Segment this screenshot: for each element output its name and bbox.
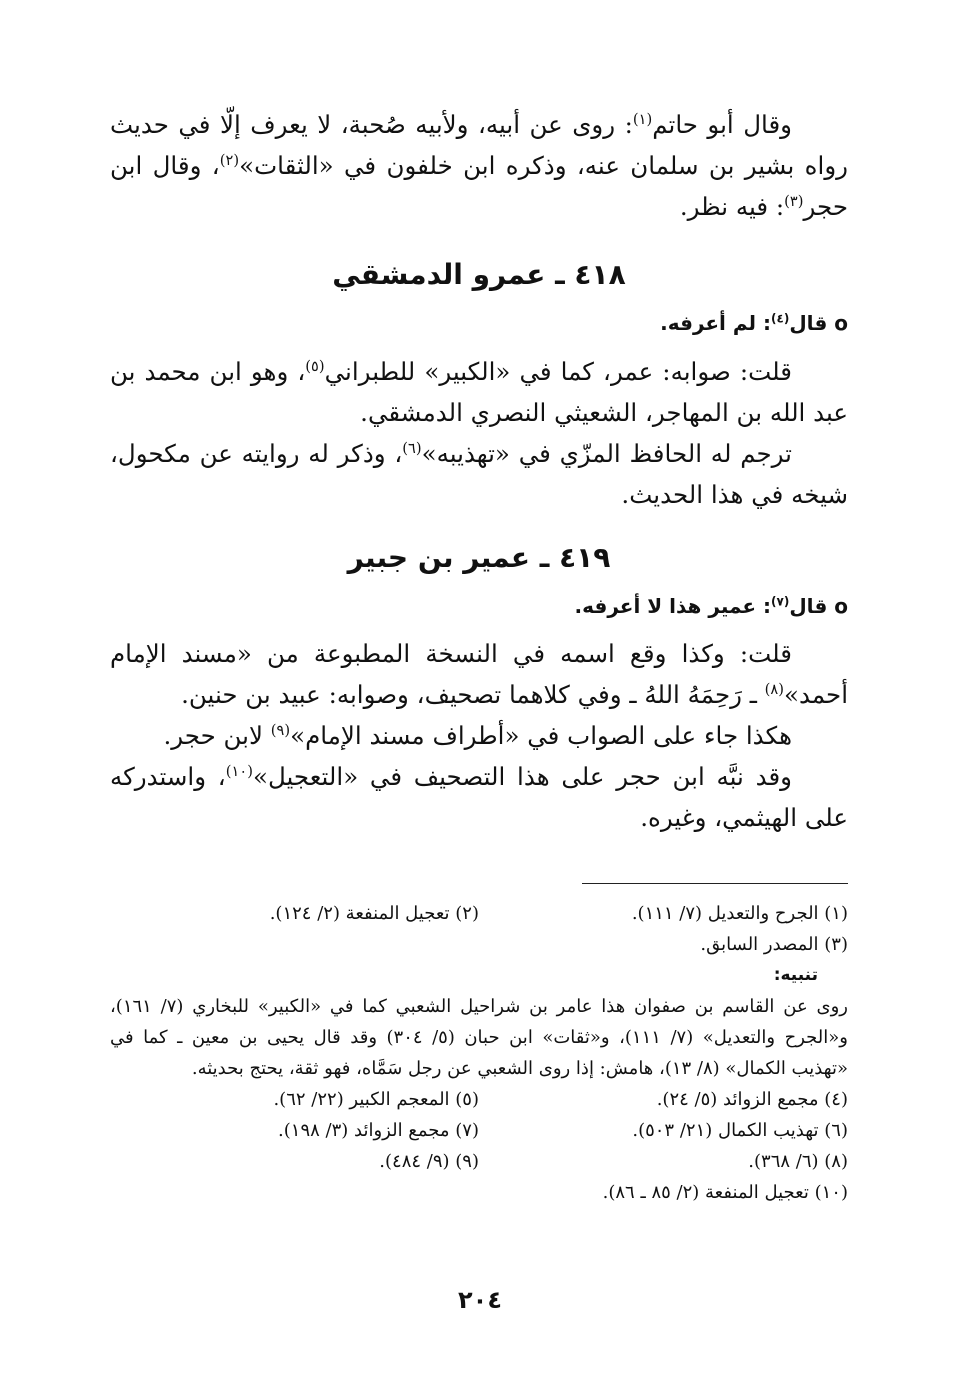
footnote-ref: (٦) (402, 439, 422, 457)
footnote-separator (582, 883, 848, 884)
footnote-row (110, 898, 848, 929)
tanbih-label: تنبيه: (773, 965, 818, 985)
footnote-row (110, 929, 848, 960)
footnote-10: (١٠) تعجيل المنفعة (٢/ ٨٥ ـ ٨٦). (602, 1182, 848, 1203)
entry-419-paragraph-3: وقد نبَّه ابن حجر على هذا التصحيف في «التعجيل»$^{(١٠)}$، واستدركه على الهيثمي، وغيره. (110, 762, 848, 832)
footnote-6: (٦) تهذيب الكمال (٢١/ ٥٠٣). (632, 1120, 848, 1141)
footnote-ref: (٢) (219, 151, 240, 169)
footnote-ref: (٨) (764, 680, 785, 698)
entry-419-paragraph-2: هكذا جاء على الصواب في «أطراف مسند الإمام»$^{(٩)}$ لابن حجر. (163, 721, 792, 750)
footnote-7: (٧) مجمع الزوائد (٣/ ١٩٨). (278, 1120, 479, 1141)
footnote-row (110, 1115, 848, 1146)
entry-419-quote: ο قال$^{(٧)}$: عمير هذا لا أعرفه. (574, 594, 848, 618)
entry-419-paragraph-1: قلت: وكذا وقع اسمه في النسخة المطبوعة من «مسند الإمام أحمد»$^{(٨)}$ ـ رَحِمَهُ اللهُ ـ وفي كلاهما تصحيف، وصوابه: عبيد بن حنين. (110, 639, 848, 709)
intro-paragraph (110, 104, 848, 227)
intro-text: وقال أبو حاتم$^{(١)}$: روى عن أبيه، ولأبيه صُحبة، لا يعرف إلّا في حديث رواه بشير بن سلمان عنه، وذكره ابن خلفون في «الثقات»$^{(٢)}$، وقال ابن حجر$^{(٣)}$: فيه نظر. (110, 110, 848, 221)
footnote-5: (٥) المعجم الكبير (٢٢/ ٦٢). (273, 1089, 479, 1110)
footnote-3: (٣) المصدر السابق. (700, 934, 848, 955)
entry-418-quote: ο قال$^{(٤)}$: لم أعرفه. (660, 311, 848, 335)
footnote-ref: (٣) (784, 192, 804, 210)
footnote-4: (٤) مجمع الزوائد (٥/ ٢٤). (656, 1089, 848, 1110)
footnote-row (110, 1177, 848, 1208)
footnote-1: (١) الجرح والتعديل (٧/ ١١١). (631, 903, 848, 924)
footnote-ref: (٥) (305, 357, 325, 375)
entry-419-body (110, 633, 848, 838)
footnote-2: (٢) تعجيل المنفعة (٢/ ١٢٤). (269, 903, 479, 924)
entry-418-paragraph-1: قلت: صوابه: عمر، كما في «الكبير» للطبراني$^{(٥)}$، وهو ابن محمد بن عبد الله بن المهاجر، الشعيثي النصري الدمشقي. (110, 357, 848, 427)
footnote-row (110, 1146, 848, 1177)
tanbih-text: روى عن القاسم بن صفوان هذا عامر بن شراحيل الشعبي كما في «الكبير» للبخاري (٧/ ١٦١)، و«الجرح والتعديل» (٧/ ١١١)، و«ثقات» ابن حبان (٥/ ٣٠٤) وقد قال يحيى بن معين ـ كما في «تهذيب الكمال» (٨/ ١٣)، هامش: إذا روى الشعبي عن رجل سَمَّاه، فهو ثقة، يحتج بحديثه. (110, 996, 848, 1079)
footnote-8: (٨) (٦/ ٣٦٨). (748, 1151, 848, 1172)
entry-419-heading: ٤١٩ ـ عمير بن جبير (347, 541, 611, 574)
page-number: ٢٠٤ (458, 1286, 502, 1314)
footnote-9: (٩) (٩/ ٤٨٤). (379, 1151, 479, 1172)
footnotes (110, 898, 848, 1208)
footnote-ref: (٩) (270, 721, 291, 739)
entry-418-paragraph-2: ترجم له الحافظ المزّي في «تهذيبه»$^{(٦)}$، وذكر له روايته عن مكحول، شيخه في هذا الحديث. (110, 439, 848, 509)
footnote-ref: (٤) (771, 311, 790, 326)
footnote-ref: (١٠) (225, 762, 253, 780)
footnote-ref: (٧) (771, 594, 790, 609)
footnote-row (110, 1084, 848, 1115)
footnote-ref: (١) (632, 110, 653, 128)
entry-418-body (110, 351, 848, 515)
entry-418-heading: ٤١٨ ـ عمرو الدمشقي (332, 258, 626, 291)
